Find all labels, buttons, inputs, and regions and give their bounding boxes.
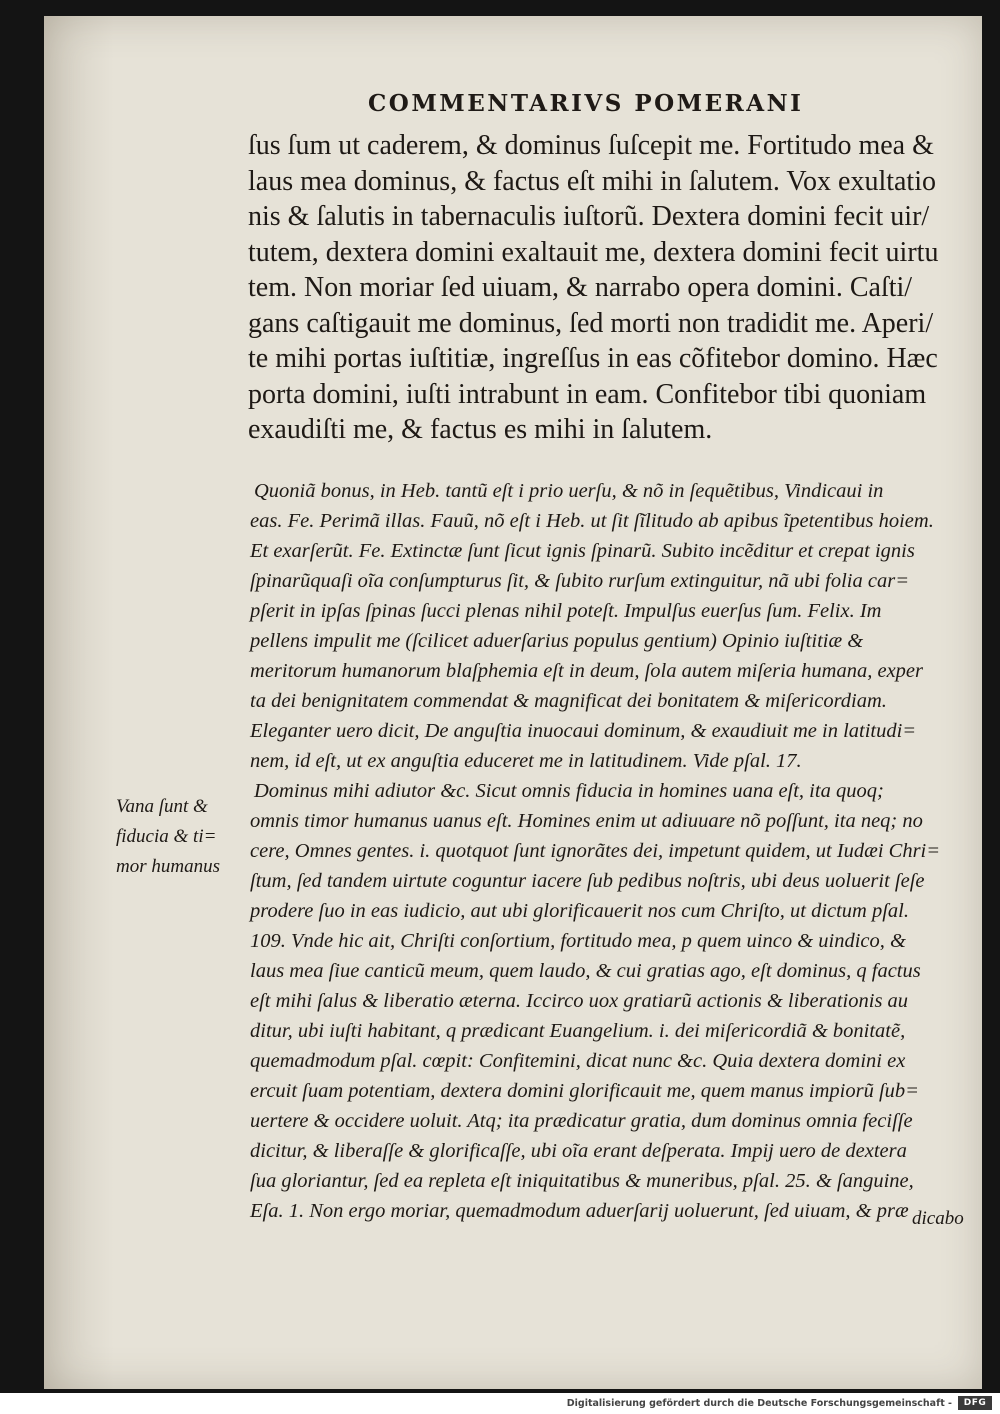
main-text-line: nis & ſalutis in tabernaculis iuſtorũ. Dextera domini fecit uir/ — [248, 201, 930, 232]
commentary-line: nem, id eſt, ut ex anguſtia educeret me in latitudinem. Vide pſal. 17. — [250, 750, 802, 772]
main-text-line: exaudiſti me, & factus es mihi in ſalutem. — [248, 414, 713, 445]
commentary-line: ſpinarũquaſi oĩa conſumpturus ſit, & ſubito rurſum extinguitur, nã ubi folia car= — [250, 570, 910, 592]
dfg-logo-icon: DFG — [958, 1396, 992, 1410]
commentary-line: ercuit ſuam potentiam, dextera domini glorificauit me, quem manus impiorũ ſub= — [250, 1080, 920, 1102]
commentary-line: eas. Fe. Perimã illas. Fauũ, nõ eſt i Heb. ut ſit ſĩlitudo ab apibus ĩpetentibus hoiem. — [250, 510, 934, 532]
marginal-note-line: mor humanus — [116, 856, 220, 877]
commentary-line: 109. Vnde hic ait, Chriſti conſortium, fortitudo mea, p quem uinco & uindico, & — [250, 930, 906, 952]
commentary-line: pellens impulit me (ſcilicet aduerſarius populus gentium) Opinio iuſtitiæ & — [250, 630, 864, 652]
main-text-block — [248, 128, 953, 448]
marginal-note-line: fiducia & ti= — [116, 826, 217, 847]
footer-credit: Digitalisierung gefördert durch die Deutsche Forschungsgemeinschaft - — [566, 1398, 952, 1409]
catchword: dicabo — [912, 1208, 964, 1229]
commentary-line: Quoniã bonus, in Heb. tantũ eſt i prio uerſu, & nõ in ſequẽtibus, Vindicaui in — [254, 480, 884, 502]
commentary-line: pſerit in ipſas ſpinas ſucci plenas nihil poteſt. Impulſus euerſus ſum. Felix. Im — [250, 600, 882, 622]
commentary-line: laus mea ſiue canticũ meum, quem laudo, & cui gratias ago, eſt dominus, q factus — [250, 960, 921, 982]
commentary-line: ta dei benignitatem commendat & magnificat dei bonitatem & miſericordiam. — [250, 690, 887, 712]
commentary-block — [250, 476, 955, 1226]
commentary-line: Eleganter uero dicit, De anguſtia inuocaui dominum, & exaudiuit me in latitudi= — [250, 720, 917, 742]
commentary-line: eſt mihi ſalus & liberatio æterna. Iccirco uox gratiarũ actionis & liberationis au — [250, 990, 909, 1012]
main-text-line: tem. Non moriar ſed uiuam, & narrabo opera domini. Caſti/ — [248, 272, 913, 303]
marginal-note-line: Vana ſunt & — [116, 796, 208, 817]
main-text-line: tutem, dextera domini exaltauit me, dextera domini fecit uirtu — [248, 236, 939, 268]
commentary-line: cere, Omnes gentes. i. quotquot ſunt ignorãtes dei, impetunt quidem, ut Iudæi Chri= — [250, 840, 941, 862]
main-text-line: gans caſtigauit me dominus, ſed morti non tradidit me. Aperi/ — [248, 307, 934, 339]
commentary-line: Dominus mihi adiutor &c. Sicut omnis fiducia in homines uana eſt, ita quoq; — [254, 780, 884, 802]
commentary-line: ſua gloriantur, ſed ea repleta eſt iniquitatibus & muneribus, pſal. 25. & ſanguine, — [250, 1170, 914, 1192]
commentary-line: meritorum humanorum blaſphemia eſt in deum, ſola autem miſeria humana, exper — [250, 660, 924, 682]
marginal-note — [116, 792, 248, 882]
running-head: COMMENTARIVS POMERANI — [368, 90, 804, 117]
commentary-line: Eſa. 1. Non ergo moriar, quemadmodum aduerſarij uoluerunt, ſed uiuam, & præ — [250, 1200, 909, 1222]
commentary-line: ſtum, ſed tandem uirtute coguntur iacere ſub pedibus noſtris, ubi deus uoluerit ſeſe — [250, 870, 925, 892]
commentary-line: dicitur, & liberaſſe & glorificaſſe, ubi oĩa erant deſperata. Impij uero de dextera — [250, 1140, 907, 1162]
main-text-line: laus mea dominus, & factus eſt mihi in ſalutem. Vox exultatio — [248, 165, 936, 197]
commentary-line: quemadmodum pſal. cœpit: Confitemini, dicat nunc &c. Quia dextera domini ex — [250, 1050, 906, 1072]
commentary-line: Et exarſerũt. Fe. Extinctæ ſunt ſicut ignis ſpinarũ. Subito incẽditur et crepat ignis — [250, 540, 915, 562]
main-text-line: ſus ſum ut caderem, & dominus ſuſcepit me. Fortitudo mea & — [248, 130, 934, 161]
commentary-line: omnis timor humanus uanus eſt. Homines enim ut adiuuare nõ poſſunt, ita neq; no — [250, 810, 923, 832]
main-text-line: te mihi portas iuſtitiæ, ingreſſus in eas cõfitebor domino. Hæc — [248, 343, 938, 374]
commentary-line: uertere & occidere uoluit. Atq; ita prædicatur gratia, dum dominus omnia feciſſe — [250, 1110, 913, 1132]
commentary-line: ditur, ubi iuſti habitant, q prædicant Euangelium. i. dei miſericordiã & bonitatẽ, — [250, 1020, 906, 1042]
commentary-line: prodere ſuo in eas iudicio, aut ubi glorificauerit nos cum Chriſto, ut dictum pſal. — [250, 900, 910, 922]
main-text-line: porta domini, iuſti intrabunt in eam. Confitebor tibi quoniam — [248, 378, 927, 410]
